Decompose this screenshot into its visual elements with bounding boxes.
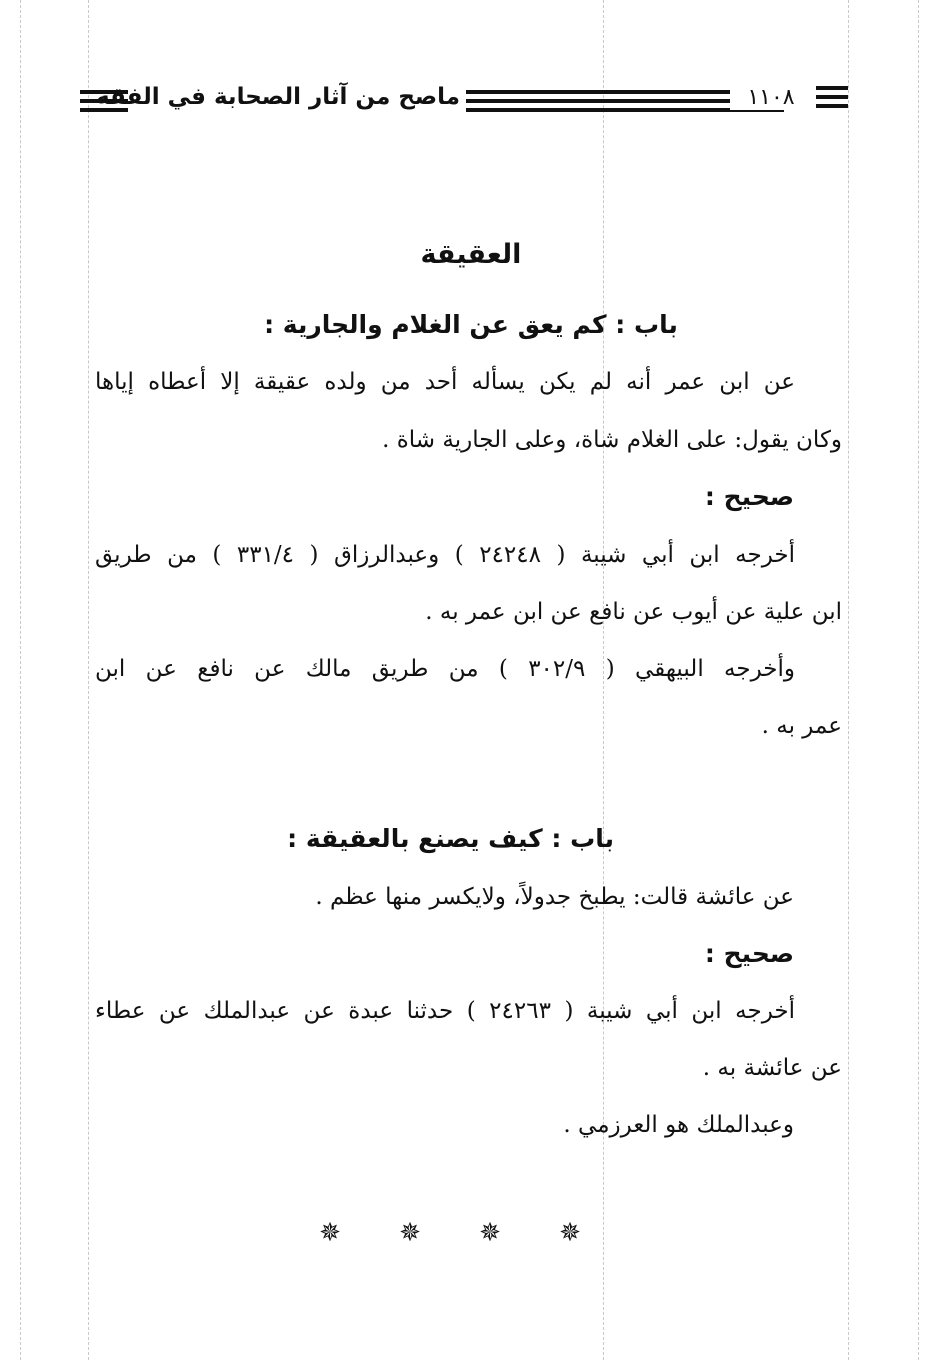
scan-guide-line [918, 0, 919, 1360]
header-rule-right [816, 86, 848, 108]
athar-text-line: وكان يقول: على الغلام شاة، وعلى الجارية شاة . [382, 427, 842, 453]
chapter-title: العقيقة [420, 239, 522, 270]
section-heading: باب : كم يعق عن الغلام والجارية : [264, 310, 678, 339]
book-title: ماصح من آثار الصحابة في الفقه [96, 84, 460, 110]
star-ornament-icon: ✵ [479, 1218, 501, 1248]
takhrij-line: أخرجه ابن أبي شيبة ( ٢٤٢٦٣ ) حدثنا عبدة عن عبدالملك عن عطاء [95, 998, 795, 1024]
star-ornament-icon: ✵ [399, 1218, 421, 1248]
takhrij-line: عمر به . [761, 713, 842, 739]
section-separator [300, 1218, 600, 1248]
athar-text-line: عن ابن عمر أنه لم يكن يسأله أحد من ولده عقيقة إلا أعطاه إياها [95, 369, 795, 395]
grade-label: صحيح : [704, 482, 794, 511]
athar-text-line: عن عائشة قالت: يطبخ جدولاً، ولايكسر منها عظم . [315, 884, 794, 910]
takhrij-line: عن عائشة به . [702, 1055, 842, 1081]
grade-label: صحيح : [704, 939, 794, 968]
page-number: ١١٠٨ [730, 85, 812, 110]
takhrij-line: أخرجه ابن أبي شيبة ( ٢٤٢٤٨ ) وعبدالرزاق ( ٣٣١/٤ ) من طريق [95, 542, 796, 568]
note-line: وعبدالملك هو العرزمي . [563, 1112, 794, 1138]
scan-guide-line [848, 0, 849, 1360]
takhrij-line: ابن علية عن أيوب عن نافع عن ابن عمر به . [425, 599, 842, 625]
scan-guide-line [20, 0, 21, 1360]
star-ornament-icon: ✵ [319, 1218, 341, 1248]
star-ornament-icon: ✵ [559, 1218, 581, 1248]
page-header [80, 80, 848, 120]
section-heading: باب : كيف يصنع بالعقيقة : [287, 824, 614, 853]
takhrij-line: وأخرجه البيهقي ( ٣٠٢/٩ ) من طريق مالك عن نافع عن ابن [95, 656, 795, 682]
scan-guide-line [88, 0, 89, 1360]
